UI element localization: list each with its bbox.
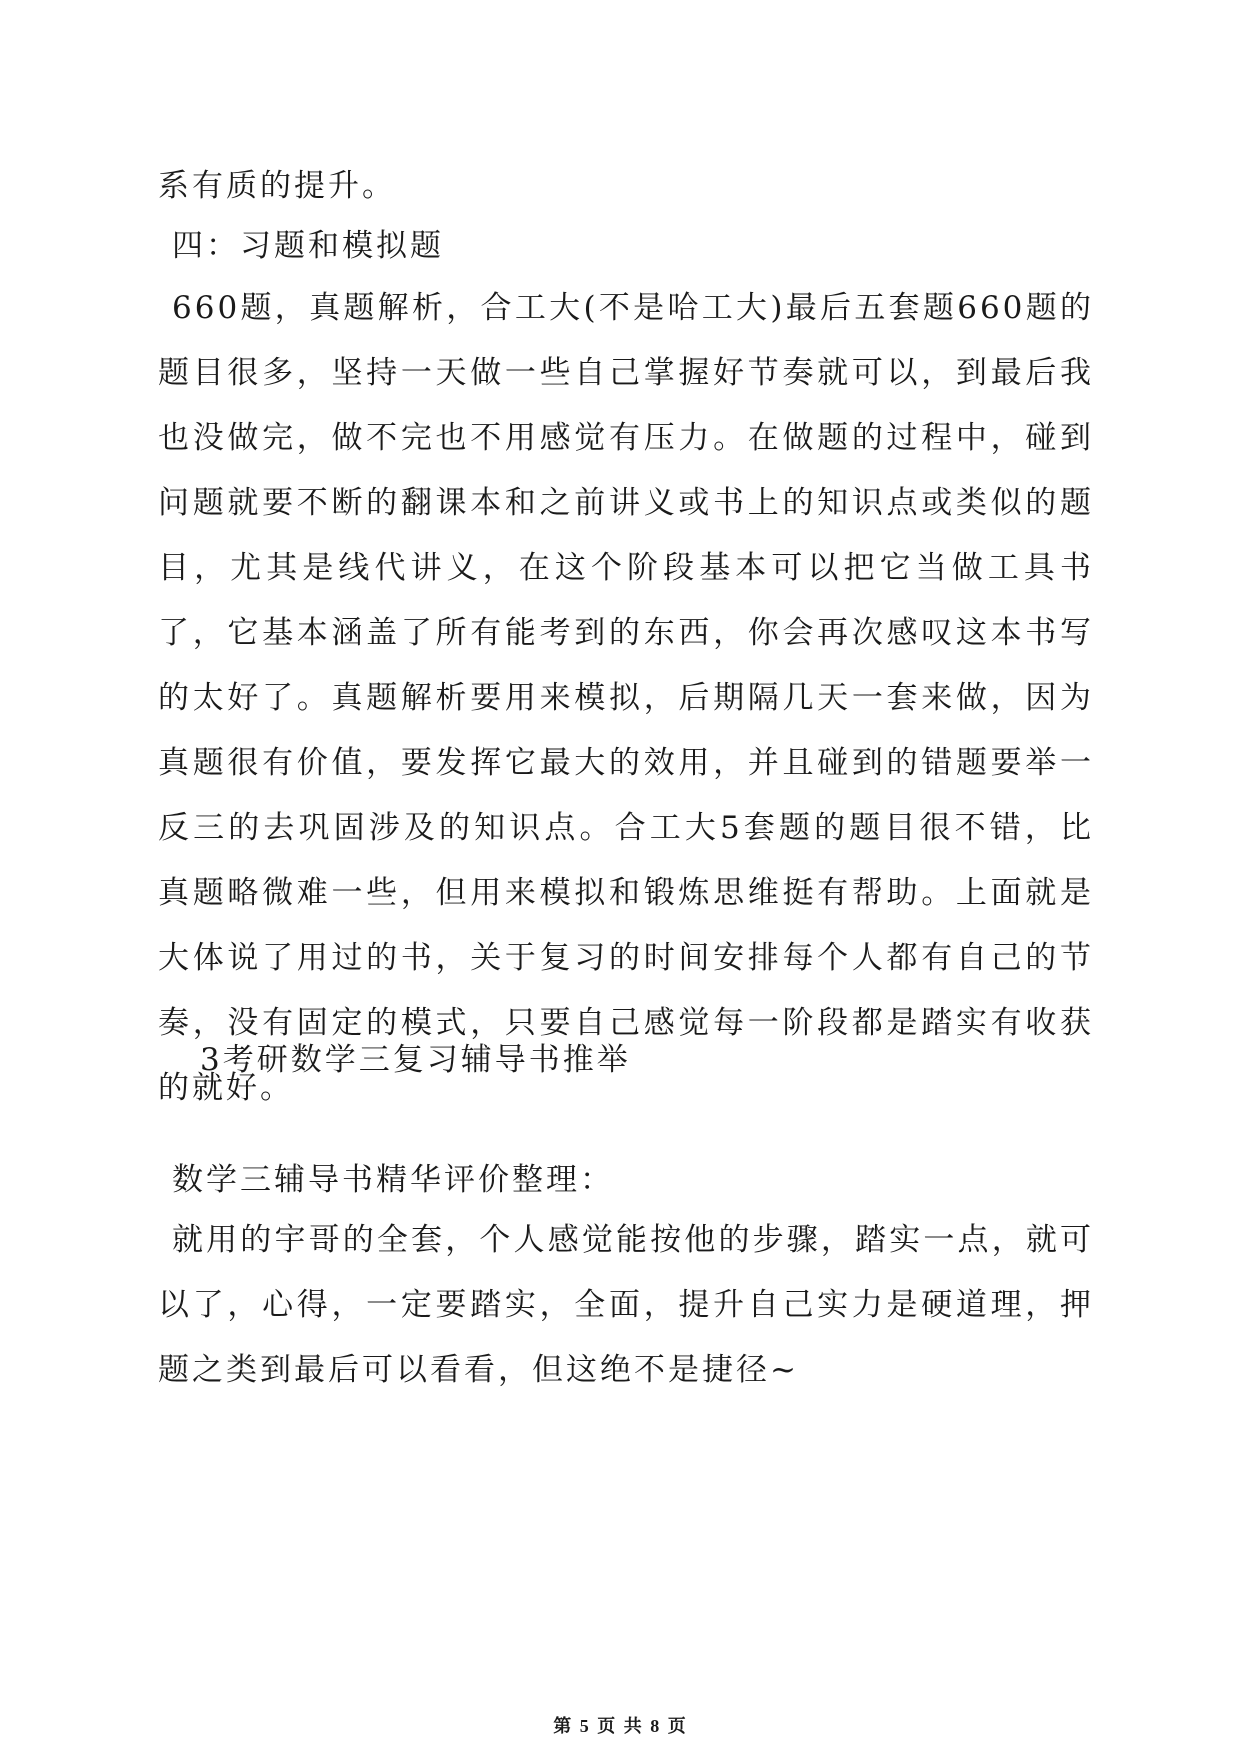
section-heading-exercises: 四：习题和模拟题 bbox=[172, 228, 444, 264]
paragraph-review: 就用的宇哥的全套，个人感觉能按他的步骤，踏实一点，就可以了，心得，一定要踏实，全面，提升自己实力是硬道理，押题之类到最后可以看看，但这绝不是捷径~ bbox=[158, 1222, 1094, 1388]
subheading-reviews: 数学三辅导书精华评价整理： bbox=[172, 1162, 614, 1198]
page-number-footer: 第 5 页 共 8 页 bbox=[553, 1716, 688, 1736]
paragraph-continuation: 系有质的提升。 bbox=[158, 168, 396, 204]
section-heading-book-recommendations: 3考研数学三复习辅导书推举 bbox=[200, 1042, 631, 1078]
paragraph-practice-problems: 660题，真题解析，合工大(不是哈工大)最后五套题660题的题目很多，坚持一天做一些自己掌握好节奏就可以，到最后我也没做完，做不完也不用感觉有压力。在做题的过程中，碰到问题就要不断的翻课本和之前讲义或书上的知识点或类似的题目，尤其是线代讲义，在这个阶段基本可以把它当做工具书了，它基本涵盖了所有能考到的东西，你会再次感叹这本书写的太好了。真题解析要用来模拟，后期隔几天一套来做，因为真题很有价值，要发挥它最大的效用，并且碰到的错题要举一反三的去巩固涉及的知识点。合工大5套题的题目很不错，比真题略微难一些，但用来模拟和锻炼思维挺有帮助。上面就是大体说了用过的书，关于复习的时间安排每个人都有自己的节奏，没有固定的模式，只要自己感觉每一阶段都是踏实有收获的就好。 bbox=[158, 290, 1094, 1106]
